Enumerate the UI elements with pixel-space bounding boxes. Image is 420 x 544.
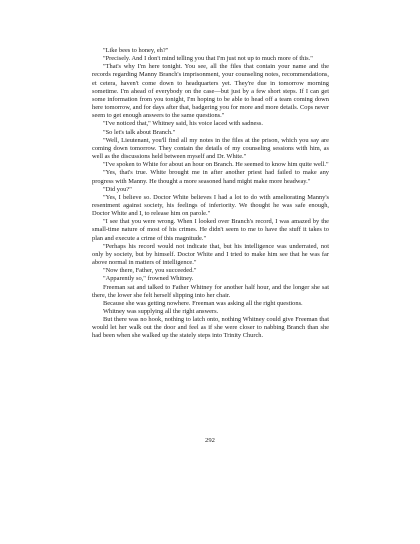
paragraph: But there was no hook, nothing to latch onto, nothing Whitney could give Freeman that would let her walk out the door and feel as if she were closer to nabbing Branch than she had been when she walked up the stately steps into Trinity Church.: [92, 316, 329, 340]
paragraph: "Like bees to honey, eh?": [103, 47, 169, 54]
paragraph: "Did you?": [103, 185, 132, 193]
paragraph: "So let's talk about Branch.": [103, 128, 176, 136]
paragraph: Whitney was supplying all the right answers.: [103, 308, 219, 315]
paragraph: "That's why I'm here tonight. You see, all the files that contain your name and the records regarding Manny Branch's imprisonment, your counseling notes, recommendations, et cetera, haven't come down to headquarters yet. They're due in tomorrow morning sometime. I'm ahead of everybody on the case—but just by a few short steps. If I can get some information from you tonight, I'm hoping to be able to head off a team coming down here tomorrow, and for days after that, badgering you for more and more details. Cops never seem to get enough answers to the same questions.": [92, 63, 329, 120]
paragraph: Because she was getting nowhere. Freeman was asking all the right questions.: [103, 299, 303, 307]
paragraph: Freeman sat and talked to Father Whitney for another half hour, and the longer she sat there, the lower she felt herself slipping into her chair.: [92, 283, 329, 299]
paragraph: "I see that you were wrong. When I looked over Branch's record, I was amazed by the small-time nature of most of his crimes. He didn't seem to me to have the stuff it takes to plan and execute a crime of this magnitude.": [92, 218, 329, 242]
page-number: 292: [205, 437, 215, 444]
paragraph: "I've spoken to White for about an hour on Branch. He seemed to know him quite well.": [103, 161, 329, 169]
paragraph: "I've noticed that," Whitney said, his voice laced with sadness.: [103, 120, 263, 128]
paragraph: "Yes, that's true. White brought me in after another priest had failed to make any progress with Manny. He thought a more seasoned hand might make more headway.": [92, 169, 329, 185]
paragraph: "Perhaps his record would not indicate that, but his intelligence was underrated, not only by society, but by himself. Doctor White and I tried to make him see that he was far above normal in matters of intelligence.": [92, 242, 329, 267]
paragraph: "Now there, Father, you succeeded.": [103, 267, 197, 275]
paragraph: "Precisely. And I don't mind telling you that I'm just not up to much more of this.": [103, 55, 313, 63]
paragraph: "Well, Lieutenant, you'll find all my notes in the files at the prison, which you say are coming down tomorrow. They contain the details of my counseling sessions with him, as well as the discussions held between myself and Dr. White.": [92, 136, 329, 161]
paragraph: "Yes, I believe so. Doctor White believes I had a lot to do with ameliorating Manny's resentment against society, his feelings of inferiority. We thought he was safe enough, Doctor White and I, to release him on parole.": [92, 193, 329, 218]
body-text: [92, 47, 329, 341]
paragraph: "Apparently so," frowned Whitney.: [103, 275, 194, 283]
